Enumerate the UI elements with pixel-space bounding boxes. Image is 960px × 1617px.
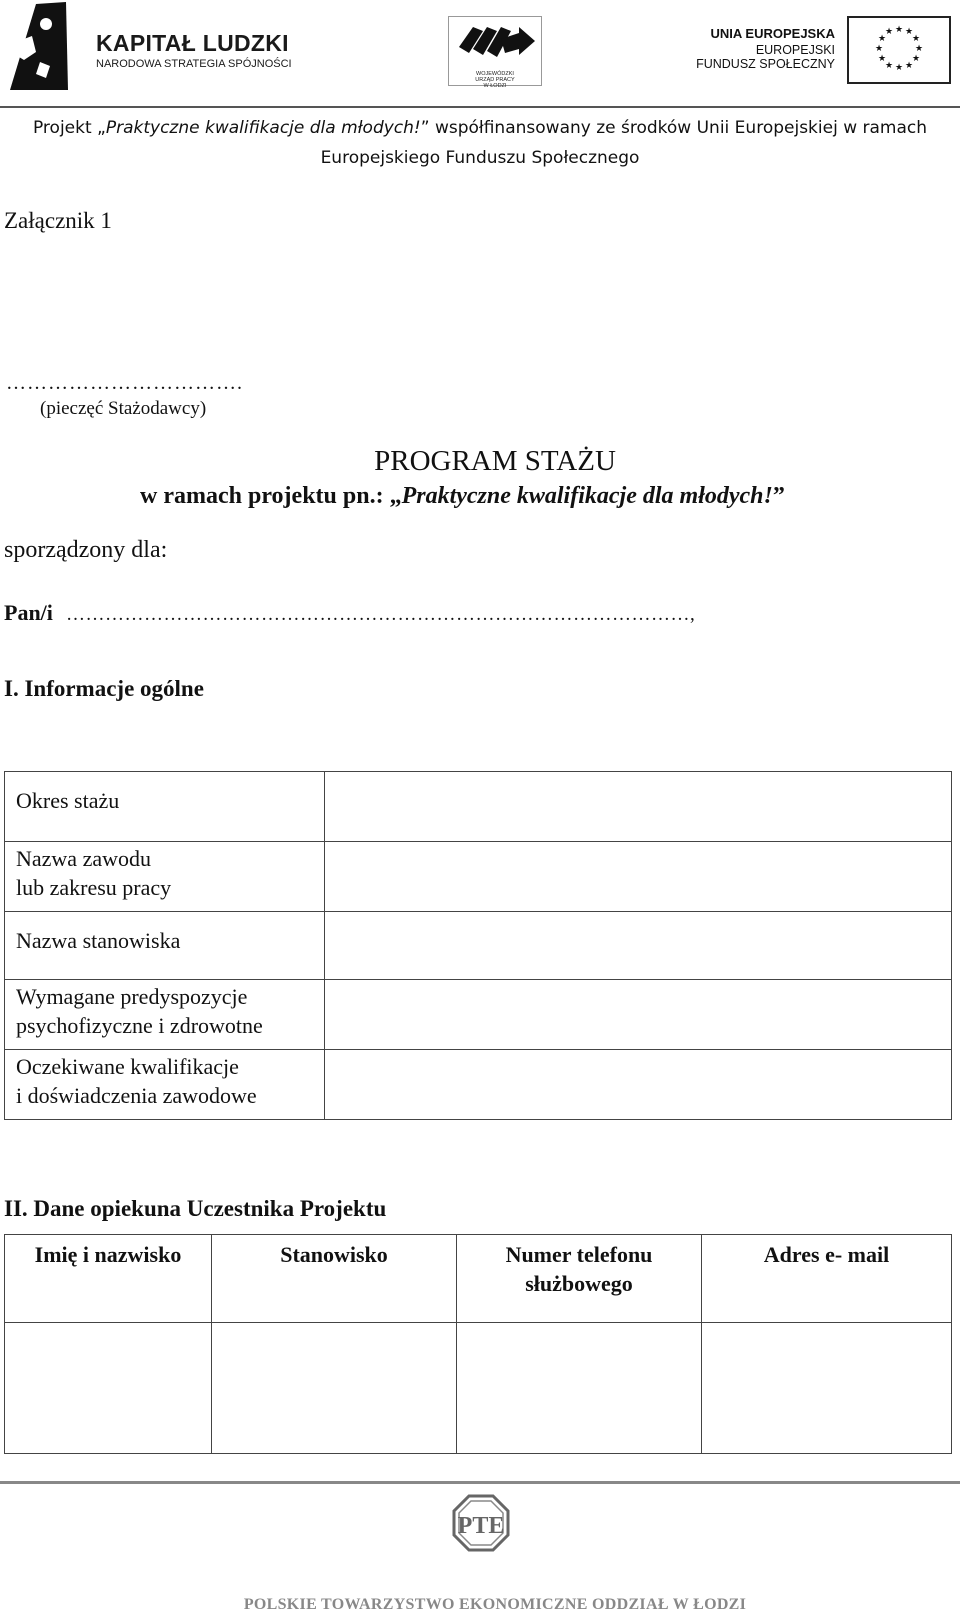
project-cofinancing-line1: Projekt „Praktyczne kwalifikacje dla młodych!” współfinansowany ze środków Unii Europejskiej w ramach xyxy=(32,118,928,138)
svg-text:★: ★ xyxy=(894,25,904,35)
pte-logo-icon xyxy=(452,1494,510,1552)
imie-nazwisko-field[interactable] xyxy=(5,1323,212,1454)
wup-text: WOJEWÓDZKI URZĄD PRACY W ŁODZI xyxy=(475,71,515,89)
stamp-label: (pieczęć Stażodawcy) xyxy=(40,398,207,419)
column-header: Imię i nazwisko xyxy=(5,1235,212,1323)
stanowisko-field[interactable] xyxy=(212,1323,457,1454)
attachment-label: Załącznik 1 xyxy=(4,208,112,233)
pan-name-field[interactable]: ……………………………………………………………………………………, xyxy=(66,604,696,625)
row-label: Oczekiwane kwalifikacje i doświadczenia zawodowe xyxy=(5,1050,325,1120)
predyspozycje-field[interactable] xyxy=(325,980,952,1050)
svg-text:★: ★ xyxy=(894,63,904,73)
telefon-field[interactable] xyxy=(457,1323,702,1454)
footer-divider xyxy=(0,1481,960,1484)
table-row xyxy=(5,912,952,980)
email-field[interactable] xyxy=(702,1323,952,1454)
kwalifikacje-field[interactable] xyxy=(325,1050,952,1120)
row-label: Nazwa zawodu lub zakresu pracy xyxy=(5,842,325,912)
row-label: Okres stażu xyxy=(5,772,325,842)
wup-cards-icon xyxy=(449,17,541,71)
svg-text:★: ★ xyxy=(911,34,921,44)
kapital-ludzki-emblem-icon xyxy=(6,2,86,92)
footer-org-name: POLSKIE TOWARZYSTWO EKONOMICZNE ODDZIAŁ W ŁODZI xyxy=(243,1596,747,1613)
kapital-ludzki-logo xyxy=(6,2,296,92)
section2-heading: II. Dane opiekuna Uczestnika Projektu xyxy=(4,1196,387,1221)
row-label: Nazwa stanowiska xyxy=(5,912,325,980)
svg-text:★: ★ xyxy=(904,27,914,37)
table-row xyxy=(5,772,952,842)
table-row xyxy=(5,980,952,1050)
document-title: PROGRAM STAŻU xyxy=(374,445,616,477)
table-row xyxy=(5,1050,952,1120)
prepared-for-label: sporządzony dla: xyxy=(4,537,168,563)
eu-fund-line2: FUNDUSZ SPOŁECZNY xyxy=(696,57,835,71)
svg-text:★: ★ xyxy=(884,61,894,71)
nazwa-stanowiska-field[interactable] xyxy=(325,912,952,980)
svg-text:★: ★ xyxy=(904,61,914,71)
table-row xyxy=(5,842,952,912)
eu-flag-icon xyxy=(847,16,951,84)
column-header: Stanowisko xyxy=(212,1235,457,1323)
svg-text:★: ★ xyxy=(874,44,884,54)
nazwa-zawodu-field[interactable] xyxy=(325,842,952,912)
project-cofinancing-line2: Europejskiego Funduszu Społecznego xyxy=(320,148,640,168)
pan-label: Pan/i xyxy=(4,600,53,625)
eu-title: UNIA EUROPEJSKA xyxy=(710,26,835,41)
section1-heading: I. Informacje ogólne xyxy=(4,676,204,701)
supervisor-table xyxy=(4,1234,952,1454)
column-header: Numer telefonu służbowego xyxy=(457,1235,702,1323)
pte-logo xyxy=(452,1494,510,1552)
general-info-table xyxy=(4,771,952,1120)
eu-fund-line1: EUROPEJSKI xyxy=(755,43,835,57)
eu-logo xyxy=(690,14,955,84)
row-label: Wymagane predyspozycje psychofizyczne i zdrowotne xyxy=(5,980,325,1050)
svg-text:PTE: PTE xyxy=(457,1513,505,1539)
column-header: Adres e- mail xyxy=(702,1235,952,1323)
header-divider xyxy=(0,106,960,108)
svg-text:★: ★ xyxy=(877,54,887,64)
svg-text:★: ★ xyxy=(884,27,894,37)
svg-text:★: ★ xyxy=(914,44,924,54)
table-header-row xyxy=(5,1235,952,1323)
wup-lodz-logo xyxy=(448,16,542,89)
svg-text:★: ★ xyxy=(911,54,921,64)
kapital-ludzki-title: KAPITAŁ LUDZKI xyxy=(96,30,289,56)
stamp-dotted-line: ……………………………. xyxy=(6,372,243,394)
document-subtitle: w ramach projektu pn.: „Praktyczne kwalifikacje dla młodych!” xyxy=(140,483,785,509)
table-row xyxy=(5,1323,952,1454)
svg-text:★: ★ xyxy=(877,34,887,44)
kapital-ludzki-subtitle: NARODOWA STRATEGIA SPÓJNOŚCI xyxy=(96,58,292,70)
okres-stazu-field[interactable] xyxy=(325,772,952,842)
